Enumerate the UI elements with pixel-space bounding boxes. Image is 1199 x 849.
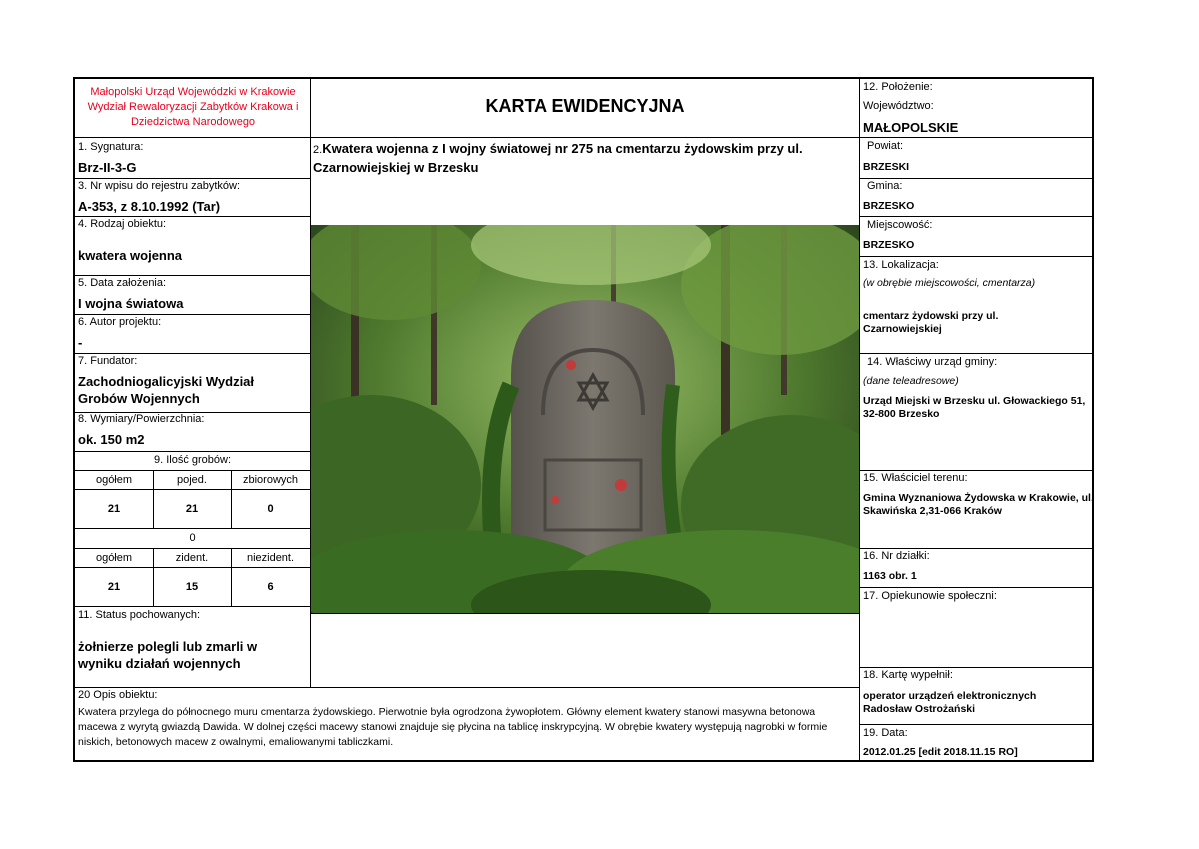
graves-value: 21 bbox=[107, 503, 121, 515]
object-title-number: 2. bbox=[313, 144, 323, 156]
divider bbox=[75, 528, 310, 529]
registry-label: 3. Nr wpisu do rejestru zabytków: bbox=[78, 180, 241, 192]
description-label: 20 Opis obiektu: bbox=[78, 689, 158, 701]
graves-header: niezident. bbox=[246, 552, 295, 564]
divider bbox=[859, 587, 1094, 588]
localization-hint: (w obrębie miejscowości, cmentarza) bbox=[863, 277, 1036, 289]
founding-date-value: I wojna światowa bbox=[78, 296, 184, 311]
signature-label: 1. Sygnatura: bbox=[78, 141, 144, 153]
author-value: - bbox=[78, 335, 83, 350]
divider bbox=[75, 567, 310, 568]
status-value: żołnierze polegli lub zmarli w wyniku działań wojennych bbox=[78, 639, 258, 671]
locality-label: Miejscowość: bbox=[867, 219, 933, 231]
divider bbox=[310, 137, 859, 138]
divider bbox=[153, 470, 154, 528]
graves-value: 6 bbox=[267, 581, 274, 593]
office-header bbox=[75, 79, 310, 137]
founding-date-label: 5. Data założenia: bbox=[78, 277, 167, 289]
divider bbox=[859, 216, 1094, 217]
date-label: 19. Data: bbox=[863, 727, 908, 739]
divider bbox=[75, 216, 310, 217]
divider bbox=[859, 256, 1094, 257]
filled-by-label: 18. Kartę wypełnił: bbox=[863, 669, 953, 681]
registration-card bbox=[73, 77, 1094, 762]
land-owner-value: Gmina Wyznaniowa Żydowska w Krakowie, ul. Skawińska 2,31-066 Kraków bbox=[863, 492, 1094, 517]
graves-value: 21 bbox=[185, 503, 199, 515]
card-title-cell bbox=[311, 79, 859, 137]
founder-label: 7. Fundator: bbox=[78, 355, 138, 367]
filled-by-value: operator urządzeń elektronicznych Radosław Ostrożański bbox=[863, 690, 1037, 715]
divider bbox=[231, 470, 232, 528]
plot-number-value: 1163 obr. 1 bbox=[863, 570, 917, 582]
divider bbox=[231, 548, 232, 606]
county-value: BRZESKI bbox=[863, 161, 910, 173]
dimensions-label: 8. Wymiary/Powierzchnia: bbox=[78, 413, 205, 425]
land-owner-label: 15. Właściciel terenu: bbox=[863, 472, 968, 484]
object-type-label: 4. Rodzaj obiektu: bbox=[78, 218, 167, 230]
divider bbox=[153, 548, 154, 606]
graves-header: pojed. bbox=[177, 474, 207, 486]
cemetery-photo-image bbox=[311, 225, 859, 613]
commune-office-hint: (dane teleadresowe) bbox=[863, 375, 959, 387]
divider bbox=[75, 548, 310, 549]
author-label: 6. Autor projektu: bbox=[78, 316, 162, 328]
graves-value: 15 bbox=[185, 581, 199, 593]
card-title: KARTA EWIDENCYJNA bbox=[485, 96, 685, 116]
divider bbox=[859, 178, 1094, 179]
divider bbox=[75, 353, 310, 354]
registry-value: A-353, z 8.10.1992 (Tar) bbox=[78, 199, 221, 214]
divider bbox=[75, 178, 310, 179]
divider bbox=[859, 724, 1094, 725]
matzevah-stone bbox=[511, 300, 675, 575]
localization-value: cmentarz żydowski przy ul. Czarnowiejskiej bbox=[863, 310, 999, 335]
object-title-text: Kwatera wojenna z I wojny światowej nr 275 na cmentarzu żydowskim przy ul. Czarnowiejskiej w Brzesku bbox=[313, 141, 803, 175]
caretakers-label: 17. Opiekunowie społeczni: bbox=[863, 590, 997, 602]
voivodeship-label: Województwo: bbox=[863, 100, 934, 112]
divider bbox=[75, 489, 310, 490]
commune-value: BRZESKO bbox=[863, 200, 915, 212]
founder-value: Zachodniogalicyjski Wydział Grobów Wojennych bbox=[78, 374, 255, 406]
description-value: Kwatera przylega do północnego muru cmentarza żydowskiego. Pierwotnie była ogrodzona żywopłotem. Główny element kwatery stanowi masywna betonowa macewa z wyrytą gwiazdą Dawida. W dolnej części macewy stanowi znajduje się płycina na tablicę inskrypcyjną. W obrębie kwatery występują nagrobki w formie niskich, betonowych macew z owalnymi, emaliowanymi tabliczkami. bbox=[78, 706, 828, 748]
divider bbox=[75, 137, 310, 138]
divider bbox=[75, 275, 310, 276]
divider bbox=[310, 613, 859, 614]
divider bbox=[75, 451, 310, 452]
graves-value: 21 bbox=[107, 581, 121, 593]
graves-header: ogółem bbox=[95, 552, 133, 564]
divider bbox=[859, 79, 860, 762]
commune-label: Gmina: bbox=[867, 180, 903, 192]
graves-value: 0 bbox=[267, 503, 274, 515]
divider bbox=[859, 667, 1094, 668]
graves-mid-value: 0 bbox=[189, 532, 196, 544]
divider bbox=[859, 548, 1094, 549]
status-label: 11. Status pochowanych: bbox=[78, 609, 201, 621]
divider bbox=[859, 353, 1094, 354]
graves-header: zident. bbox=[175, 552, 209, 564]
divider bbox=[75, 470, 310, 471]
divider bbox=[859, 137, 1094, 138]
divider bbox=[75, 314, 310, 315]
graves-count-label: 9. Ilość grobów: bbox=[153, 454, 232, 466]
divider bbox=[75, 606, 310, 607]
graffiti bbox=[551, 496, 559, 504]
object-title bbox=[313, 140, 855, 176]
graves-header: ogółem bbox=[95, 474, 133, 486]
locality-value: BRZESKO bbox=[863, 239, 915, 251]
cemetery-photo bbox=[311, 225, 859, 613]
office-name: Małopolski Urząd Wojewódzki w Krakowie Wydział Rewaloryzacji Zabytków Krakowa i Dziedzictwa Narodowego bbox=[87, 86, 299, 128]
signature-value: Brz-II-3-G bbox=[78, 160, 137, 175]
voivodeship-value: MAŁOPOLSKIE bbox=[863, 120, 959, 135]
graffiti bbox=[615, 479, 627, 491]
location-label: 12. Położenie: bbox=[863, 81, 933, 93]
dimensions-value: ok. 150 m2 bbox=[78, 432, 145, 447]
divider bbox=[859, 470, 1094, 471]
divider bbox=[75, 687, 859, 688]
plot-number-label: 16. Nr działki: bbox=[863, 550, 930, 562]
graffiti bbox=[566, 360, 576, 370]
date-value: 2012.01.25 [edit 2018.11.15 RO] bbox=[863, 746, 1018, 758]
object-type-value: kwatera wojenna bbox=[78, 248, 183, 263]
county-label: Powiat: bbox=[867, 140, 904, 152]
commune-office-label: 14. Właściwy urząd gminy: bbox=[867, 356, 998, 368]
commune-office-value: Urząd Miejski w Brzesku ul. Głowackiego 51, 32-800 Brzesko bbox=[863, 395, 1086, 420]
localization-label: 13. Lokalizacja: bbox=[863, 259, 939, 271]
graves-header: zbiorowych bbox=[242, 474, 299, 486]
